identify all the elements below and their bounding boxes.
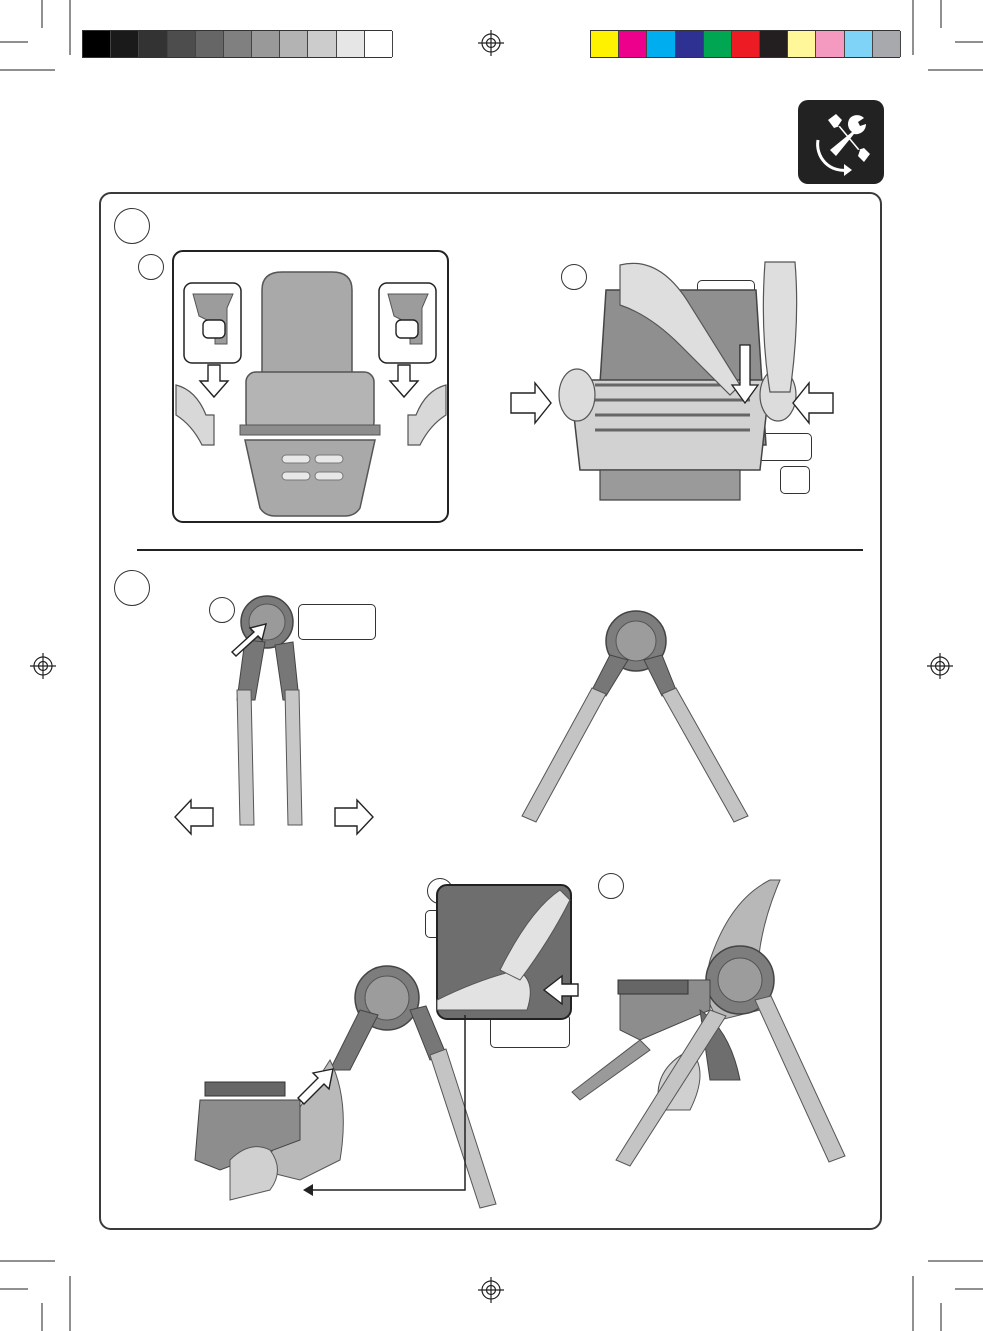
frame-unfold (175, 596, 373, 834)
seat-detach-detail (173, 251, 448, 522)
seat-attach (195, 885, 578, 1208)
tray-removal (511, 262, 833, 500)
assembled-chair (572, 880, 845, 1166)
frame-open (522, 611, 748, 822)
